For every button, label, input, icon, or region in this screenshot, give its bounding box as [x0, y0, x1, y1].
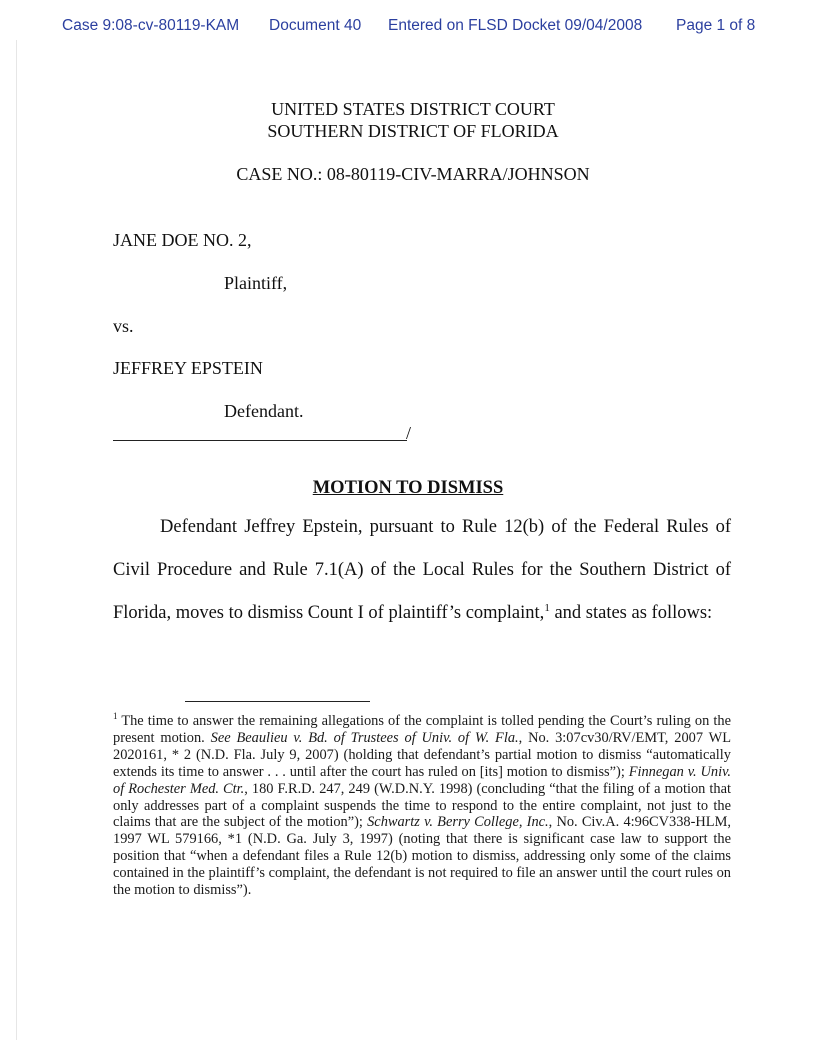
court-name-line1: UNITED STATES DISTRICT COURT [271, 99, 555, 119]
footnote-citation-schwartz: Schwartz v. Berry College, Inc. [367, 814, 549, 831]
defendant-name: JEFFREY EPSTEIN [113, 358, 263, 378]
docket-header [0, 17, 816, 37]
footnote-text-1: The time to answer the remaining allegations of the complaint is tolled pending the Court’s ruling on the present motion. [113, 713, 731, 746]
footnote-text-3: , 180 F.R.D. 247, 249 (W.D.N.Y. 1998) (concluding “that the filing of a motion that only addresses part of a complaint suspends the time to respond to the entire complaint, not just to the claims that are the subject of the motion”); [113, 780, 731, 831]
footnote-reference[interactable]: 1 [544, 601, 550, 614]
motion-body-line3-end: and states as follows: [549, 603, 713, 623]
docket-page-number: Page 1 of 8 [676, 17, 756, 34]
footnote-separator [185, 701, 370, 702]
docket-document-number: Document 40 [269, 17, 362, 34]
defendant-role: Defendant. [224, 401, 304, 421]
footnote [113, 713, 731, 899]
plaintiff-name: JANE DOE NO. 2, [113, 230, 252, 250]
caption-slash: / [406, 423, 412, 443]
court-name-line2: SOUTHERN DISTRICT OF FLORIDA [267, 121, 559, 141]
caption-rule [113, 440, 407, 441]
case-number: CASE NO.: 08-80119-CIV-MARRA/JOHNSON [236, 164, 590, 184]
docket-entered-date: Entered on FLSD Docket 09/04/2008 [388, 17, 643, 34]
motion-body-line1: Defendant Jeffrey Epstein, pursuant to Rule 12(b) of the Federal Rules of [160, 517, 731, 537]
versus-label: vs. [113, 316, 134, 336]
motion-body-line3-text: Florida, moves to dismiss Count I of plaintiff’s complaint, [113, 603, 545, 623]
footnote-citation-beaulieu: See Beaulieu v. Bd. of Trustees of Univ. of W. Fla. [210, 729, 519, 746]
footnote-marker: 1 [113, 711, 118, 722]
plaintiff-role: Plaintiff, [224, 273, 288, 293]
docket-case-number: Case 9:08-cv-80119-KAM [62, 17, 240, 34]
motion-body-line3 [113, 603, 731, 624]
motion-title: MOTION TO DISMISS [312, 478, 504, 498]
motion-body-line2: Civil Procedure and Rule 7.1(A) of the Local Rules for the Southern District of [113, 560, 731, 580]
scan-edge-line [16, 40, 17, 1040]
footnote-citation-finnegan: Finnegan v. Univ. of Rochester Med. Ctr. [113, 763, 731, 797]
footnote-text-2: , No. 3:07cv30/RV/EMT, 2007 WL 2020161, * 2 (N.D. Fla. July 9, 2007) (holding that defendant’s partial motion to dismiss “automatically extends its time to answer . . . until after the court has ruled on [its] motion to dismiss”); [113, 729, 731, 780]
footnote-text-4: , No. Civ.A. 4:96CV338-HLM, 1997 WL 579166, *1 (N.D. Ga. July 3, 1997) (noting that there is significant case law to support the position that “when a defendant files a Rule 12(b) motion to dismiss, addressing only some of the claims contained in the plaintiff’s complaint, the defendant is not required to file an answer until the court rules on the motion to dismiss”). [113, 814, 731, 899]
